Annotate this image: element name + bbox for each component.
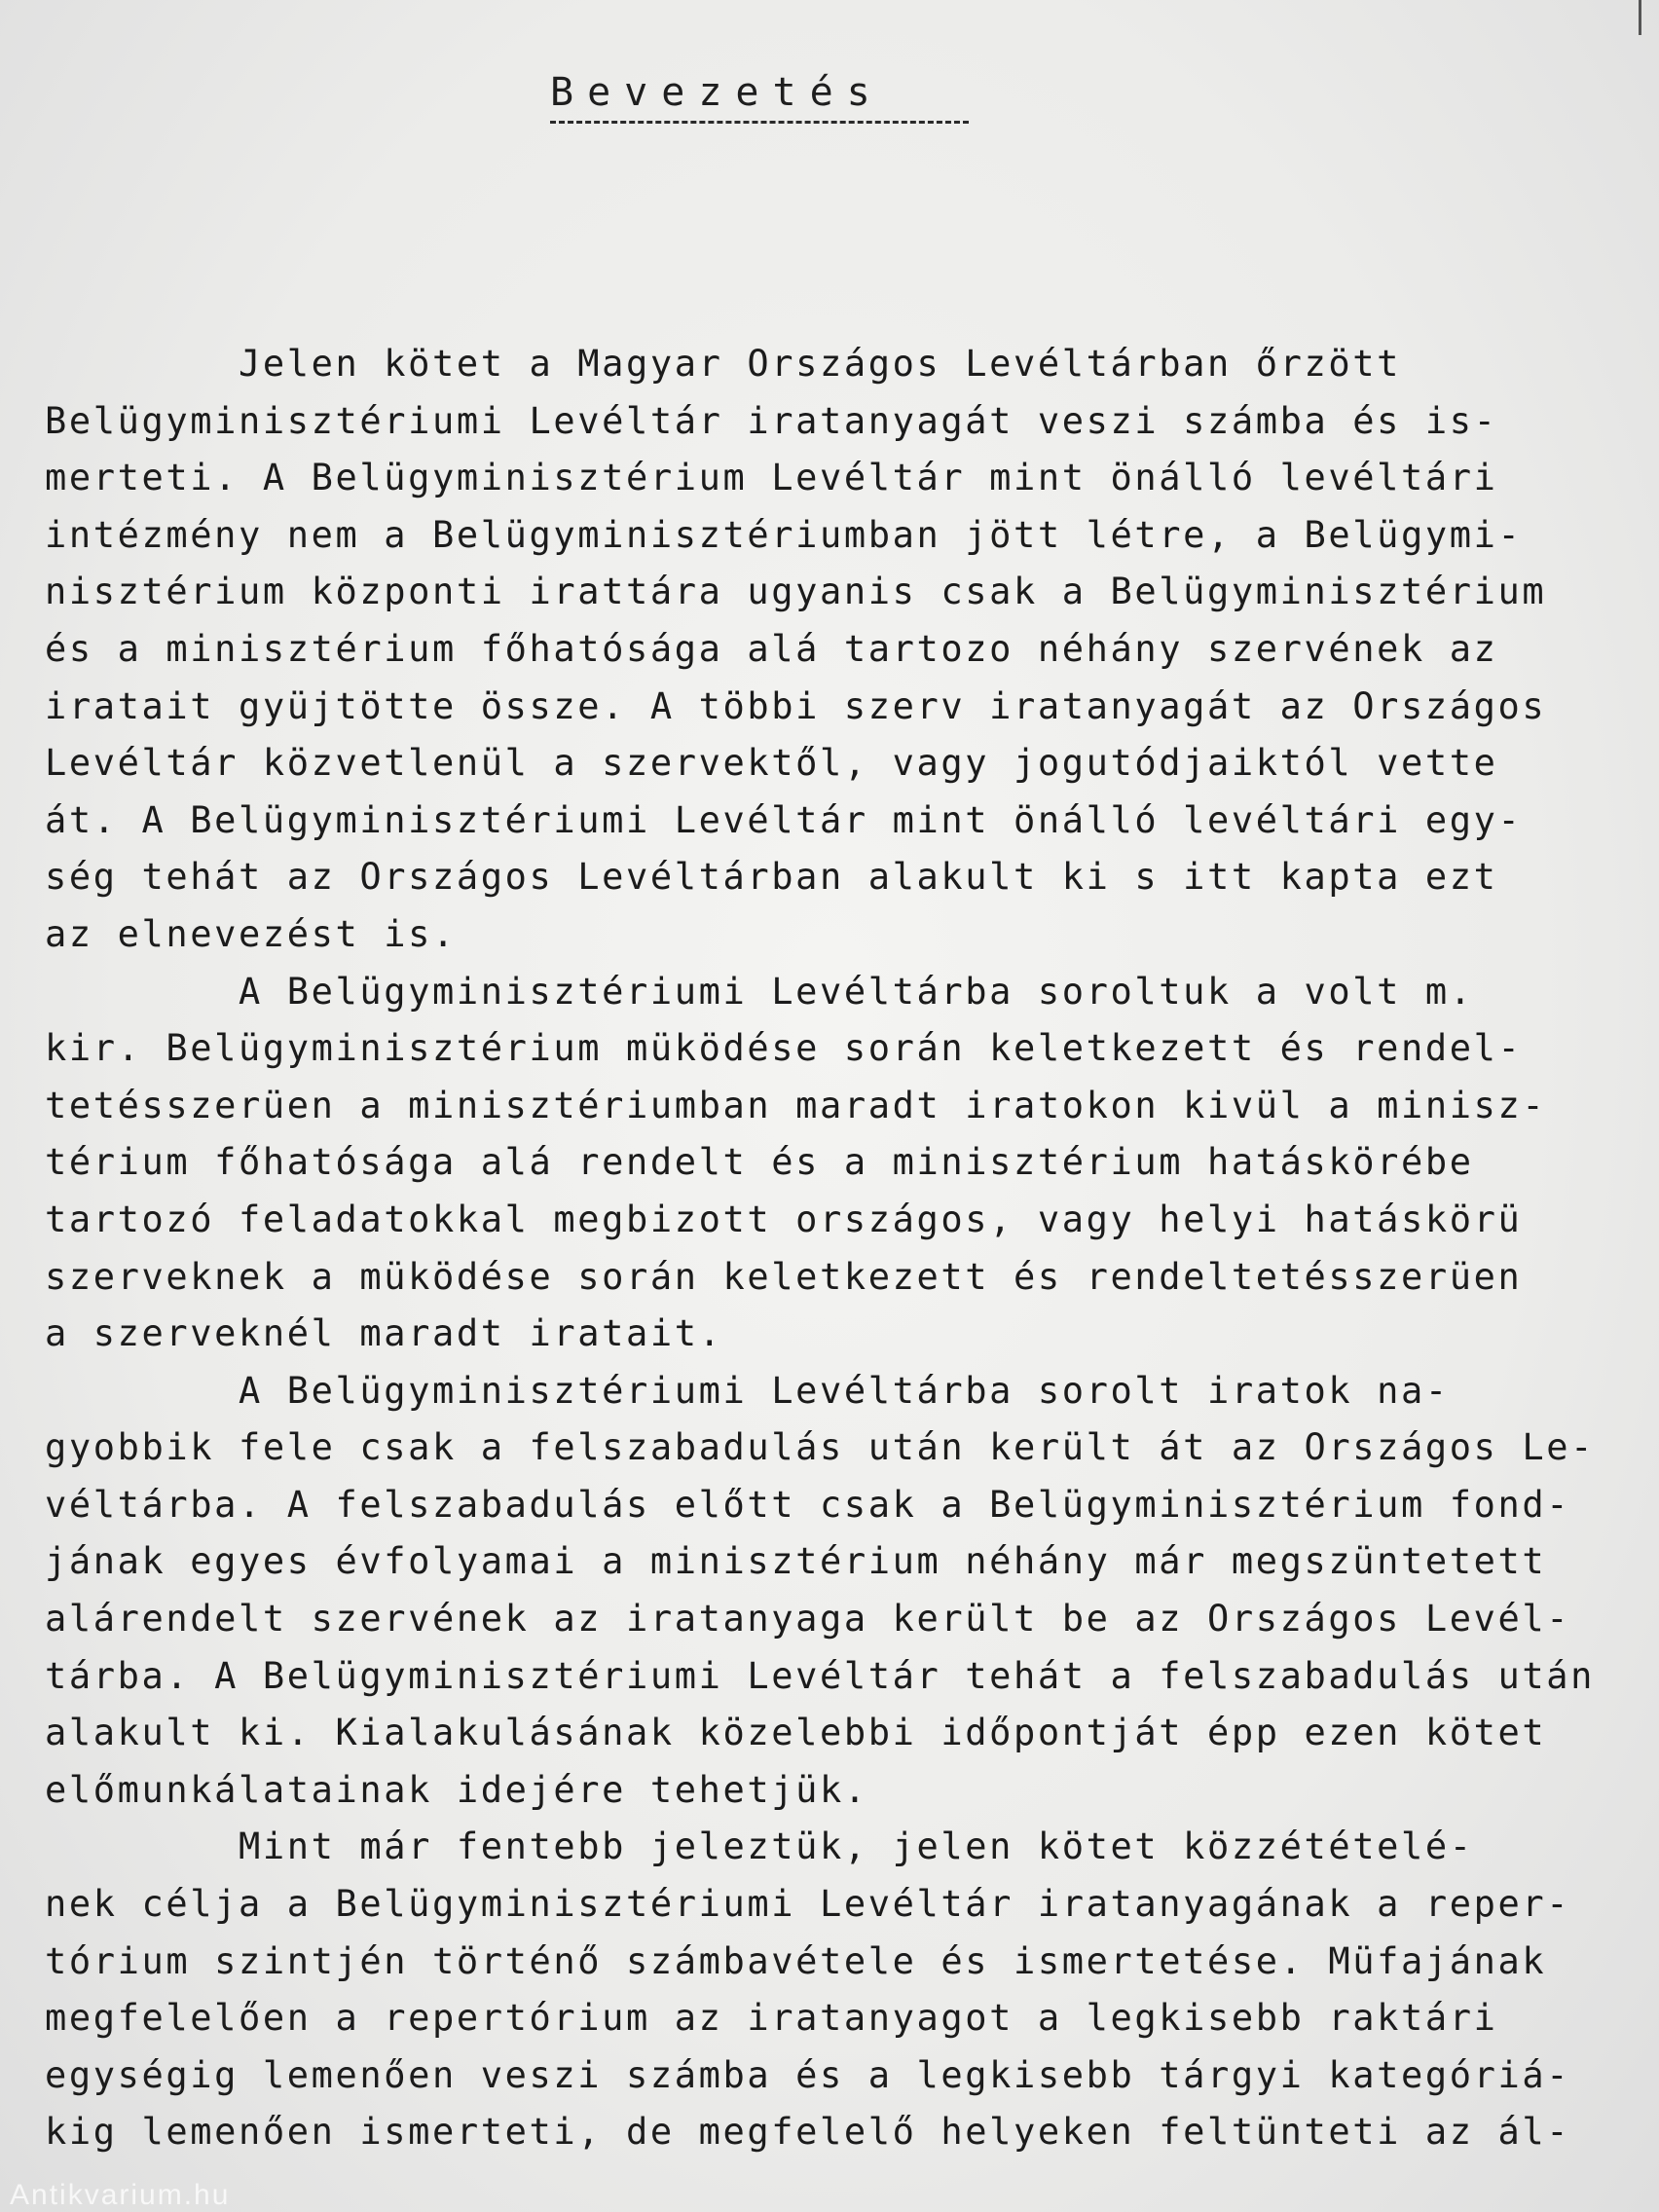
text-line: és a minisztérium főhatósága alá tartozo néhány szervének az	[45, 627, 1498, 670]
text-line: tárba. A Belügyminisztériumi Levéltár tehát a felszabadulás után	[45, 1654, 1596, 1697]
text-line: tetésszerüen a minisztériumban maradt iratokon kivül a minisz-	[45, 1084, 1547, 1126]
text-line: Levéltár közvetlenül a szervektől, vagy jogutódjaiktól vette	[45, 742, 1498, 785]
text-line: egységig lemenően veszi számba és a legkisebb tárgyi kategóriá-	[45, 2053, 1571, 2096]
text-line: előmunkálatainak idejére tehetjük.	[45, 1768, 868, 1811]
title-underline	[550, 121, 969, 124]
text-line: alakult ki. Kialakulásának közelebbi időpontját épp ezen kötet	[45, 1712, 1547, 1754]
text-line: az elnevezést is.	[45, 912, 457, 955]
watermark: Antikvarium.hu	[10, 2179, 231, 2211]
text-line: kir. Belügyminisztérium müködése során keletkezett és rendel-	[45, 1027, 1523, 1070]
text-line: Mint már fentebb jeleztük, jelen kötet közzétételé-	[45, 1825, 1474, 1868]
page-title: Bevezetés	[550, 70, 884, 115]
text-line: gyobbik fele csak a felszabadulás után került át az Országos Le-	[45, 1426, 1596, 1469]
text-line: megfelelően a repertórium az iratanyagot a legkisebb raktári	[45, 1997, 1498, 2040]
text-line: A Belügyminisztériumi Levéltárba sorolt iratok na-	[45, 1369, 1450, 1412]
text-line: térium főhatósága alá rendelt és a minisztérium hatáskörébe	[45, 1141, 1474, 1184]
text-line: tartozó feladatokkal megbizott országos, vagy helyi hatáskörü	[45, 1198, 1523, 1240]
text-line: Belügyminisztériumi Levéltár iratanyagát veszi számba és is-	[45, 399, 1498, 442]
text-line: jának egyes évfolyamai a minisztérium néhány már megszüntetett	[45, 1540, 1547, 1583]
edge-mark	[1639, 0, 1641, 35]
text-line: a szerveknél maradt iratait.	[45, 1312, 723, 1355]
text-line: nek célja a Belügyminisztériumi Levéltár iratanyagának a reper-	[45, 1883, 1571, 1926]
text-line: szerveknek a müködése során keletkezett és rendeltetésszerüen	[45, 1255, 1523, 1298]
text-line: nisztérium központi irattára ugyanis csak a Belügyminisztérium	[45, 571, 1547, 613]
text-line: ség tehát az Országos Levéltárban alakult ki s itt kapta ezt	[45, 856, 1498, 899]
text-line: tórium szintjén történő számbavétele és ismertetése. Müfajának	[45, 1939, 1547, 1982]
text-line: iratait gyüjtötte össze. A többi szerv iratanyagát az Országos	[45, 684, 1547, 727]
text-line: véltárba. A felszabadulás előtt csak a Belügyminisztérium fond-	[45, 1483, 1571, 1526]
text-line: át. A Belügyminisztériumi Levéltár mint önálló levéltári egy-	[45, 798, 1523, 841]
text-line: A Belügyminisztériumi Levéltárba soroltuk a volt m.	[45, 970, 1474, 1013]
text-line: merteti. A Belügyminisztérium Levéltár mint önálló levéltári	[45, 457, 1498, 499]
body-text	[45, 336, 1622, 2161]
text-line: intézmény nem a Belügyminisztériumban jött létre, a Belügymi-	[45, 513, 1523, 556]
text-line: Jelen kötet a Magyar Országos Levéltárban őrzött	[45, 343, 1402, 385]
text-line: alárendelt szervének az iratanyaga került be az Országos Levél-	[45, 1598, 1571, 1641]
text-line: kig lemenően ismerteti, de megfelelő helyeken feltünteti az ál-	[45, 2111, 1571, 2154]
